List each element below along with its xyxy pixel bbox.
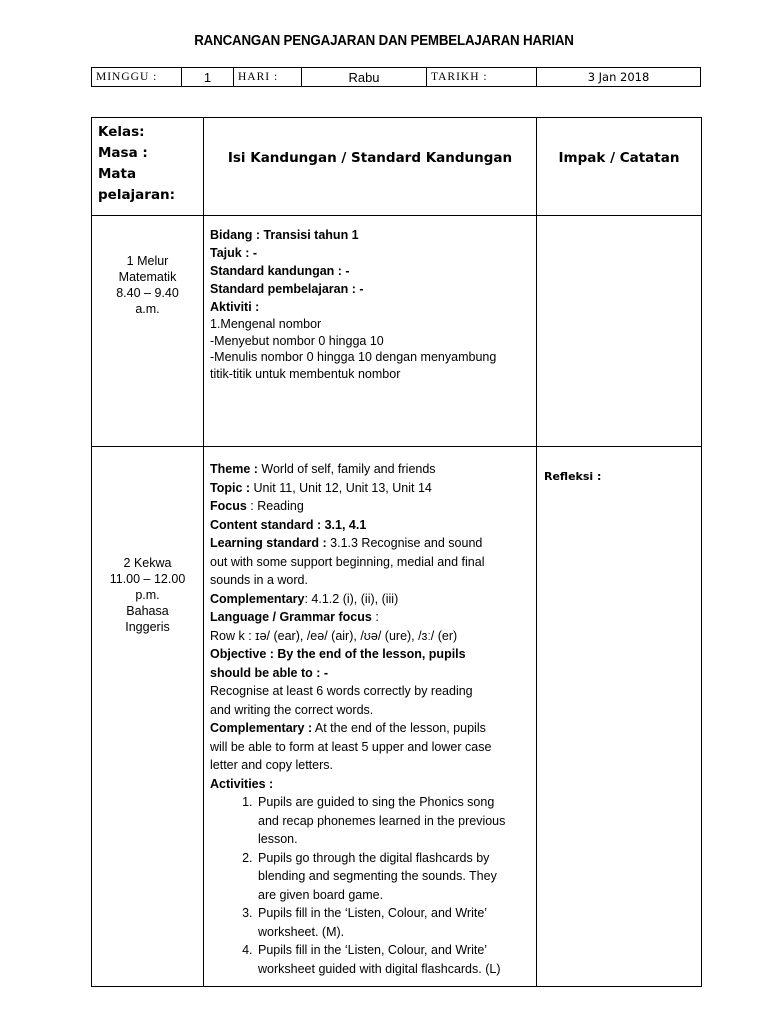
activity-2-line-2: blending and segmenting the sounds. They — [258, 869, 497, 883]
activities-heading: Activities : — [210, 776, 274, 791]
info-table — [91, 67, 701, 87]
activity-1-line-2: and recap phonemes learned in the previous — [258, 813, 506, 828]
language-focus-value: : — [371, 610, 379, 624]
activity-item-3 — [256, 904, 530, 941]
row1-tajuk: Tajuk : - — [210, 246, 257, 260]
learning-standard-value-3: sounds in a word. — [210, 573, 308, 587]
activity-2-line-1: 2. Pupils go through the digital flashcards by — [258, 850, 490, 865]
row1-activity-3b: titik-titik untuk membentuk nombor — [210, 366, 401, 381]
row1-ampm: a.m. — [135, 302, 160, 316]
focus-value: : Reading — [246, 499, 304, 513]
header-masa: Masa : — [98, 145, 148, 161]
header-row — [92, 118, 702, 216]
activities-list — [210, 793, 530, 978]
row1-time: 8.40 – 9.40 — [116, 286, 179, 300]
lesson-row-1 — [92, 216, 702, 447]
learning-standard-value-2: out with some support beginning, medial and final — [210, 554, 485, 569]
objective-line-1: Objective : By the end of the lesson, pupils — [210, 647, 466, 661]
row1-aktiviti: Aktiviti : — [210, 300, 260, 314]
row1-activity-2: -Menyebut nombor 0 hingga 10 — [210, 333, 384, 348]
learning-standard-label: Learning standard : — [210, 536, 327, 550]
topic-value: Unit 11, Unit 12, Unit 13, Unit 14 — [250, 480, 432, 495]
complementary-2-value-2: will be able to form at least 5 upper and lower case — [210, 739, 492, 754]
hari-value: Rabu — [302, 68, 427, 87]
focus-label: Focus — [210, 499, 247, 513]
activity-1-line-1: 1. Pupils are guided to sing the Phonics song — [258, 795, 495, 809]
refleksi-label: Refleksi : — [537, 447, 702, 987]
page-title: RANCANGAN PENGAJARAN DAN PEMBELAJARAN HARIAN — [194, 33, 574, 49]
complementary-2-value-1: At the end of the lesson, pupils — [312, 721, 486, 735]
activity-item-1 — [256, 793, 530, 849]
row1-activity-1: 1.Mengenal nombor — [210, 317, 322, 331]
row1-bidang: Bidang : Transisi tahun 1 — [210, 228, 359, 242]
activity-item-4 — [256, 941, 530, 978]
lesson-row-2 — [92, 447, 702, 987]
header-kelas-cell — [92, 118, 204, 216]
row2-ampm: p.m. — [135, 588, 160, 602]
row2-class: 2 Kekwa — [123, 556, 172, 570]
objective-text-1: Recognise at least 6 words correctly by reading — [210, 684, 473, 698]
activity-1-line-3: lesson. — [258, 832, 298, 846]
topic-label: Topic : — [210, 480, 251, 495]
row2-class-info — [92, 447, 204, 987]
tarikh-value: 3 Jan 2018 — [537, 68, 701, 87]
learning-standard-value-1: 3.1.3 Recognise and sound — [326, 536, 483, 550]
theme-value: World of self, family and friends — [257, 462, 436, 476]
header-mata: Mata — [98, 166, 137, 182]
hari-label: HARI : — [234, 68, 302, 87]
header-pelajaran: pelajaran: — [98, 187, 176, 203]
activity-3-line-2: worksheet. (M). — [258, 924, 345, 939]
activity-2-line-3: are given board game. — [258, 887, 384, 902]
row-k-phonemes: Row k : ɪə/ (ear), /eə/ (air), /ʊə/ (ure), /ɜː/ (er) — [210, 628, 458, 643]
row2-subject-2: Inggeris — [125, 620, 170, 634]
objective-text-2: and writing the correct words. — [210, 702, 374, 717]
tarikh-label: TARIKH : — [427, 68, 537, 87]
minggu-label: MINGGU : — [92, 68, 182, 87]
complementary-2-label: Complementary : — [210, 721, 313, 735]
content-standard: Content standard : 3.1, 4.1 — [210, 517, 367, 532]
row1-class: 1 Melur — [126, 254, 169, 268]
complementary-value: : 4.1.2 (i), (ii), (iii) — [304, 591, 399, 606]
complementary-label: Complementary — [210, 591, 305, 606]
row1-activity-3a: -Menulis nombor 0 hingga 10 dengan menyambung — [210, 350, 497, 364]
header-isi-kandungan: Isi Kandungan / Standard Kandungan — [204, 118, 537, 216]
lesson-plan-table — [91, 117, 702, 987]
row1-impak — [537, 216, 702, 447]
minggu-value: 1 — [182, 68, 234, 87]
row2-time: 11.00 – 12.00 — [109, 572, 186, 586]
language-focus-label: Language / Grammar focus — [210, 610, 372, 624]
header-kelas: Kelas: — [98, 124, 145, 140]
row1-standard-kandungan: Standard kandungan : - — [210, 264, 350, 278]
activity-3-line-1: 3. Pupils fill in the ‘Listen, Colour, and Write’ — [258, 906, 488, 920]
activity-4-line-2: worksheet guided with digital flashcards. (L) — [258, 961, 501, 976]
theme-label: Theme : — [210, 462, 258, 476]
objective-line-2: should be able to : - — [210, 665, 329, 680]
row1-content — [204, 216, 537, 447]
row1-standard-pembelajaran: Standard pembelajaran : - — [210, 282, 364, 296]
activity-4-line-1: 4. Pupils fill in the ‘Listen, Colour, and Write’ — [258, 943, 488, 957]
activity-item-2 — [256, 849, 530, 905]
header-impak-catatan: Impak / Catatan — [537, 118, 702, 216]
row1-subject: Matematik — [118, 270, 177, 284]
row2-subject-1: Bahasa — [126, 604, 169, 618]
row2-content — [204, 447, 537, 987]
complementary-2-value-3: letter and copy letters. — [210, 758, 333, 772]
row1-class-info — [92, 216, 204, 447]
